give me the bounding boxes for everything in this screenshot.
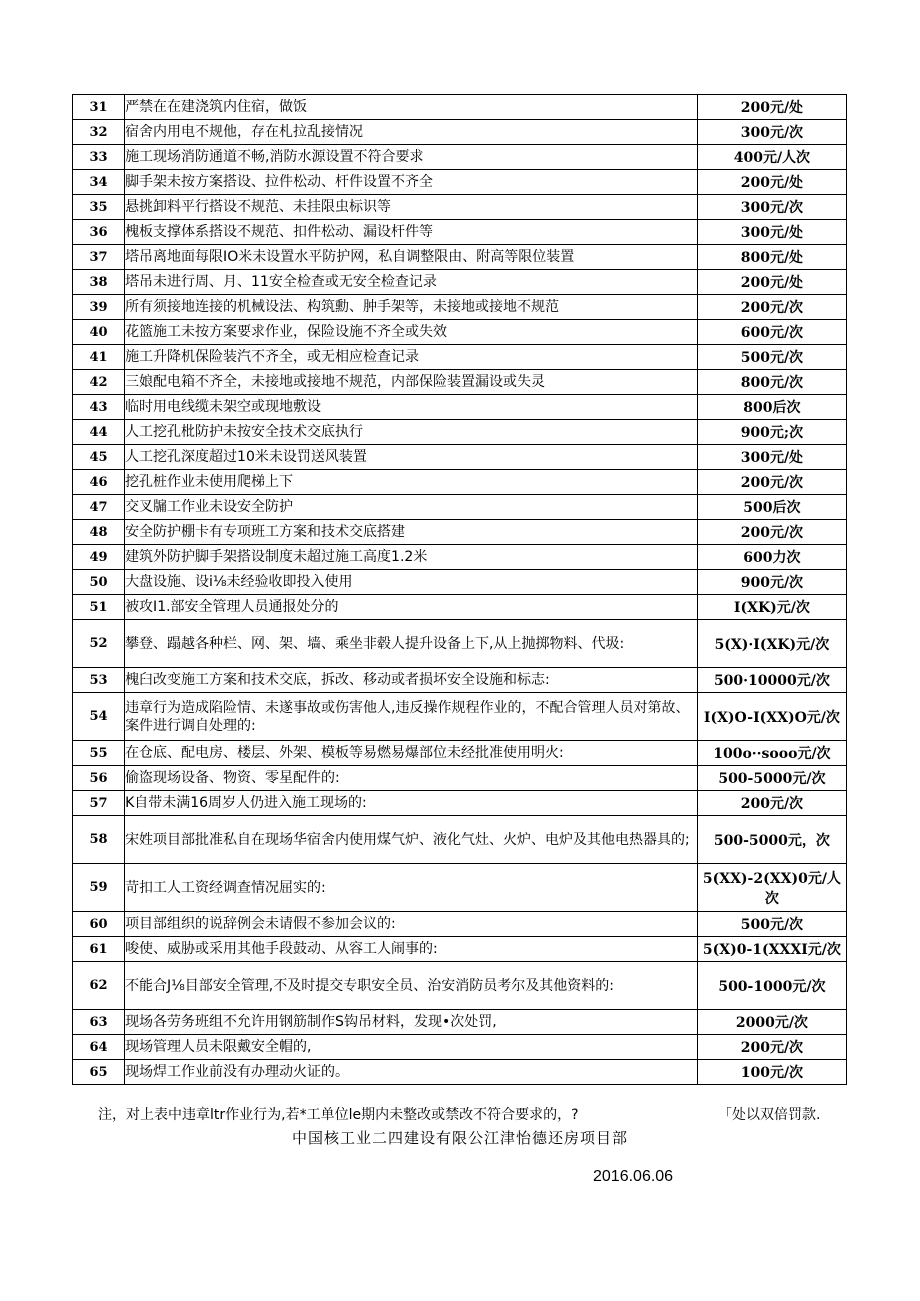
row-number: 65 bbox=[73, 1060, 125, 1085]
table-row bbox=[73, 520, 847, 545]
fine-amount: 900元;次 bbox=[697, 420, 846, 445]
fine-amount: 300元/处 bbox=[697, 445, 846, 470]
table-row bbox=[73, 170, 847, 195]
violation-description: 大盘设施、设i⅛未经验收即投入使用 bbox=[125, 570, 698, 595]
violation-description: 挖孔桩作业未使用爬梯上下 bbox=[125, 470, 698, 495]
row-number: 64 bbox=[73, 1035, 125, 1060]
row-number: 61 bbox=[73, 937, 125, 962]
violation-description: 在仓底、配电房、楼层、外架、模板等易燃易爆部位未经批准使用明火: bbox=[125, 741, 698, 766]
violation-description: 违章行为造成陷险情、未遂事故或伤害他人,违反操作规程作业的，不配合管理人员对第故、案件进行调自处理的: bbox=[125, 693, 698, 741]
table-row bbox=[73, 693, 847, 741]
row-number: 57 bbox=[73, 791, 125, 816]
table-row bbox=[73, 120, 847, 145]
table-row bbox=[73, 420, 847, 445]
table-row bbox=[73, 545, 847, 570]
violation-description: 脚手架未按方案搭设、拉件松动、杆件设置不齐全 bbox=[125, 170, 698, 195]
table-row bbox=[73, 345, 847, 370]
row-number: 46 bbox=[73, 470, 125, 495]
fine-amount: 100o··sooo元/次 bbox=[697, 741, 846, 766]
fine-amount: 200元/次 bbox=[697, 1035, 846, 1060]
footnote: 注，对上表中违章ltr作业行为,若*工单位le期内未整改或禁改不符合要求的，? bbox=[98, 1107, 579, 1123]
row-number: 48 bbox=[73, 520, 125, 545]
fine-amount: 200元/处 bbox=[697, 95, 846, 120]
row-number: 33 bbox=[73, 145, 125, 170]
row-number: 43 bbox=[73, 395, 125, 420]
table-row bbox=[73, 95, 847, 120]
table-row bbox=[73, 370, 847, 395]
table-row bbox=[73, 937, 847, 962]
table-row bbox=[73, 145, 847, 170]
fine-amount: 200元/处 bbox=[697, 270, 846, 295]
fine-amount: 500-1000元/次 bbox=[697, 962, 846, 1010]
fine-amount: 800后次 bbox=[697, 395, 846, 420]
violation-description: 现场焊工作业前没有办理动火证的。 bbox=[125, 1060, 698, 1085]
fine-amount: 500后次 bbox=[697, 495, 846, 520]
table-row bbox=[73, 195, 847, 220]
fine-amount: 200元/次 bbox=[697, 295, 846, 320]
table-row bbox=[73, 595, 847, 620]
table-row bbox=[73, 741, 847, 766]
fine-amount: 100元/次 bbox=[697, 1060, 846, 1085]
row-number: 58 bbox=[73, 816, 125, 864]
violation-description: 现场各劳务班组不允许用钢筋制作S钩吊材料，发现•次处罚, bbox=[125, 1010, 698, 1035]
table-row bbox=[73, 570, 847, 595]
row-number: 42 bbox=[73, 370, 125, 395]
company-name: 中国核工业二四建设有限公江津怡德还房项目部 bbox=[291, 1129, 628, 1147]
violation-description: 所有须接地连接的机械设法、构筑勳、肿手架等，未接地或接地不规范 bbox=[125, 295, 698, 320]
row-number: 40 bbox=[73, 320, 125, 345]
violation-description: 现场管理人员未限戴安全帽的, bbox=[125, 1035, 698, 1060]
document-date: 2016.06.06 bbox=[593, 1168, 674, 1185]
violation-description: 宿舍内用电不规他，存在札拉乱接情况 bbox=[125, 120, 698, 145]
table-row bbox=[73, 395, 847, 420]
row-number: 54 bbox=[73, 693, 125, 741]
penalty-table-container bbox=[72, 94, 847, 1085]
row-number: 39 bbox=[73, 295, 125, 320]
fine-amount: 2000元/次 bbox=[697, 1010, 846, 1035]
table-row bbox=[73, 791, 847, 816]
fine-amount: 200元/次 bbox=[697, 520, 846, 545]
fine-amount: 200元/处 bbox=[697, 170, 846, 195]
table-row bbox=[73, 220, 847, 245]
violation-description: 唆使、威胁或采用其他手段鼓动、从容工人闹事的: bbox=[125, 937, 698, 962]
fine-amount: 600元/次 bbox=[697, 320, 846, 345]
violation-description: 偷盗现场设备、物资、零星配件的: bbox=[125, 766, 698, 791]
violation-description: 塔吊未进行周、月、11安全检查或无安全检查记录 bbox=[125, 270, 698, 295]
table-row bbox=[73, 620, 847, 668]
fine-amount: 5(XX)-2(XX)0元/人次 bbox=[697, 864, 846, 912]
row-number: 38 bbox=[73, 270, 125, 295]
table-row bbox=[73, 495, 847, 520]
penalty-table bbox=[72, 94, 847, 1085]
row-number: 37 bbox=[73, 245, 125, 270]
row-number: 51 bbox=[73, 595, 125, 620]
fine-amount: 300元/次 bbox=[697, 195, 846, 220]
table-row bbox=[73, 816, 847, 864]
row-number: 47 bbox=[73, 495, 125, 520]
violation-description: 槐臼改变施工方案和技术交底，拆改、移动或者损坏安全设施和标志: bbox=[125, 668, 698, 693]
row-number: 45 bbox=[73, 445, 125, 470]
row-number: 34 bbox=[73, 170, 125, 195]
fine-amount: 800元/次 bbox=[697, 370, 846, 395]
table-row bbox=[73, 912, 847, 937]
row-number: 35 bbox=[73, 195, 125, 220]
violation-description: 建筑外防护脚手架搭设制度未超过施工高度1.2米 bbox=[125, 545, 698, 570]
table-row bbox=[73, 445, 847, 470]
violation-description: 悬挑卸料平行搭设不规范、未挂限虫标识等 bbox=[125, 195, 698, 220]
fine-amount: 300元/处 bbox=[697, 220, 846, 245]
row-number: 62 bbox=[73, 962, 125, 1010]
fine-amount: I(X)O-I(XX)O元/次 bbox=[697, 693, 846, 741]
table-row bbox=[73, 1035, 847, 1060]
violation-description: 项目部组织的说辞例会未请假不参加会议的: bbox=[125, 912, 698, 937]
violation-description: 花篮施工未按方案要求作业，保险设施不齐全或失效 bbox=[125, 320, 698, 345]
table-row bbox=[73, 470, 847, 495]
violation-description: 交叉牖工作业未设安全防护 bbox=[125, 495, 698, 520]
violation-description: 槐板支撑体系搭设不规范、扣件松动、漏设杆件等 bbox=[125, 220, 698, 245]
fine-amount: 5(X)0-1(XXXI元/次 bbox=[697, 937, 846, 962]
violation-description: 苛扣工人工资经调查情况屈实的: bbox=[125, 864, 698, 912]
violation-description: 人工挖孔深度超过10米未设罚送风装置 bbox=[125, 445, 698, 470]
violation-description: 施工升降机保险装汽不齐全，或无相应检查记录 bbox=[125, 345, 698, 370]
row-number: 36 bbox=[73, 220, 125, 245]
violation-description: 塔吊离地面每限IO米未设置水平防护网，私自调整限由、附高等限位装置 bbox=[125, 245, 698, 270]
row-number: 31 bbox=[73, 95, 125, 120]
table-row bbox=[73, 245, 847, 270]
row-number: 59 bbox=[73, 864, 125, 912]
table-row bbox=[73, 668, 847, 693]
violation-description: 安全防护棚卡有专项班工方案和技术交底搭建 bbox=[125, 520, 698, 545]
violation-description: 三娘配电箱不齐全，未接地或接地不规范，内部保险装置漏设或失灵 bbox=[125, 370, 698, 395]
violation-description: 临时用电线缆未架空或现地敷设 bbox=[125, 395, 698, 420]
fine-amount: 500元/次 bbox=[697, 912, 846, 937]
table-row bbox=[73, 270, 847, 295]
row-number: 53 bbox=[73, 668, 125, 693]
row-number: 52 bbox=[73, 620, 125, 668]
violation-description: 不能合J⅛目部安全管理,不及时提交专职安全员、治安消防员考尔及其他资料的: bbox=[125, 962, 698, 1010]
row-number: 56 bbox=[73, 766, 125, 791]
table-row bbox=[73, 1010, 847, 1035]
fine-amount: I(XK)元/次 bbox=[697, 595, 846, 620]
table-row bbox=[73, 864, 847, 912]
fine-amount: 500·10000元/次 bbox=[697, 668, 846, 693]
violation-description: K自带未满16周岁人仍进入施工现场的: bbox=[125, 791, 698, 816]
table-row bbox=[73, 962, 847, 1010]
row-number: 63 bbox=[73, 1010, 125, 1035]
violation-description: 施工现场消防通道不畅,消防水源设置不符合要求 bbox=[125, 145, 698, 170]
fine-amount: 400元/人次 bbox=[697, 145, 846, 170]
table-row bbox=[73, 1060, 847, 1085]
fine-amount: 500元/次 bbox=[697, 345, 846, 370]
table-row bbox=[73, 320, 847, 345]
violation-description: 宋姓项目部批准私自在现场华宿舍内使用煤气炉、液化气灶、火炉、电炉及其他电热器具的; bbox=[125, 816, 698, 864]
violation-description: 人工挖孔枇防护未按安全技术交底执行 bbox=[125, 420, 698, 445]
row-number: 32 bbox=[73, 120, 125, 145]
fine-amount: 200元/次 bbox=[697, 791, 846, 816]
row-number: 41 bbox=[73, 345, 125, 370]
violation-description: 严禁在在建浇筑内住宿，做饭 bbox=[125, 95, 698, 120]
row-number: 50 bbox=[73, 570, 125, 595]
footnote-penalty: 「处以双倍罚款. bbox=[718, 1107, 821, 1123]
fine-amount: 200元/次 bbox=[697, 470, 846, 495]
table-row bbox=[73, 295, 847, 320]
row-number: 60 bbox=[73, 912, 125, 937]
fine-amount: 500-5000元，次 bbox=[697, 816, 846, 864]
table-row bbox=[73, 766, 847, 791]
row-number: 55 bbox=[73, 741, 125, 766]
fine-amount: 5(X)·I(XK)元/次 bbox=[697, 620, 846, 668]
fine-amount: 500-5000元/次 bbox=[697, 766, 846, 791]
fine-amount: 800元/处 bbox=[697, 245, 846, 270]
penalty-table-body bbox=[73, 95, 847, 1085]
fine-amount: 900元/次 bbox=[697, 570, 846, 595]
violation-description: 被攻I1.部安全管理人员通报处分的 bbox=[125, 595, 698, 620]
row-number: 49 bbox=[73, 545, 125, 570]
row-number: 44 bbox=[73, 420, 125, 445]
fine-amount: 600力次 bbox=[697, 545, 846, 570]
fine-amount: 300元/次 bbox=[697, 120, 846, 145]
violation-description: 攀登、蹋越各种栏、网、架、墙、乘坐非毂人提升设备上下,从上抛掷物料、代圾: bbox=[125, 620, 698, 668]
